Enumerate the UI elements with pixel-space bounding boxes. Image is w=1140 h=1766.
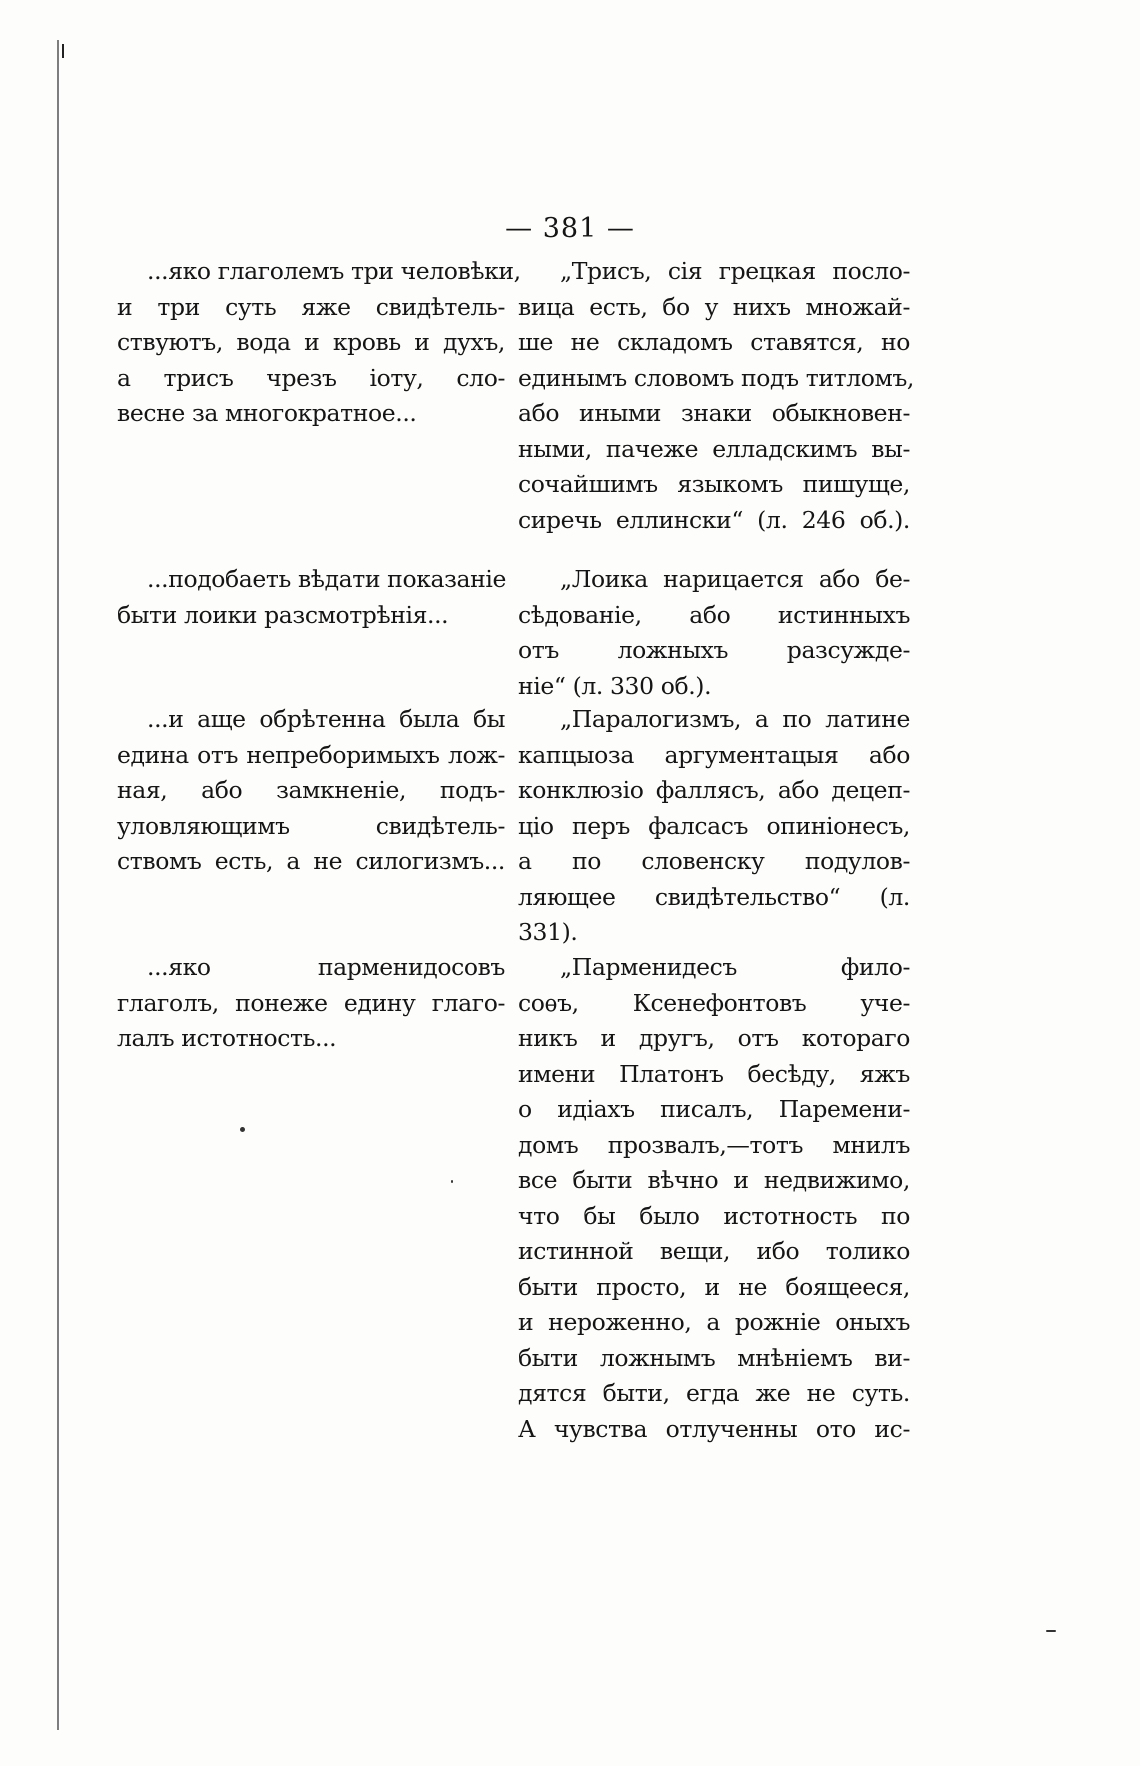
left-quote-3 [117,702,505,880]
scan-speck [1046,1630,1056,1632]
text-line: отъ ложныхъ разсужде- [518,636,910,664]
text-line: что бы было истотность по [518,1201,910,1230]
text-line: ...подобаеть вѣдати показаніе [147,565,507,593]
text-line: 331). [518,918,578,946]
text-line: ...и аще обрѣтенна была бы [147,705,505,733]
right-commentary-4 [518,950,910,1447]
text-line: быти ложнымъ мнѣніемъ ви- [518,1343,910,1372]
text-line: вица есть, бо у нихъ множай- [518,292,910,321]
text-line: сѣдованіе, або истинныхъ [518,600,910,629]
text-line: або иными знаки обыкновен- [518,399,910,427]
text-line: ше не складомъ ставятся, но [518,328,910,356]
text-line: быти просто, и не боящееся, [518,1272,910,1301]
page-edge-line [57,40,59,1730]
scan-speck [240,1127,245,1132]
text-line: а по словенску подулов- [518,847,910,875]
text-line: капцыоза аргументацыя або [518,740,910,769]
text-line: ствуютъ, вода и кровь и духъ, [117,328,505,356]
page-edge-mark [62,44,64,58]
scan-speck [451,1180,453,1183]
text-line: А чувства отлученны ото ис- [518,1414,910,1443]
right-commentary-1 [518,254,914,538]
text-line: ніе“ (л. 330 об.). [518,671,712,700]
text-line: о идіахъ писалъ, Паремени- [518,1095,910,1123]
text-line: и нероженно, а рожніе оныхъ [518,1308,910,1336]
text-line: едина отъ непреборимыхъ лож- [117,740,505,769]
text-line: лалъ истотность... [117,1024,337,1052]
left-quote-4 [117,950,505,1057]
text-line: ная, або замкненіе, подъ- [117,776,505,804]
text-line: ными, пачеже елладскимъ вы- [518,434,910,463]
text-line: „Трисъ, сія грецкая посло- [560,257,910,285]
text-line: ...яко глаголемъ три человѣки, [147,257,521,285]
text-line: быти лоики разсмотрѣнія... [117,600,449,629]
text-line: соѳъ, Ксенефонтовъ уче- [518,988,910,1017]
text-line: никъ и другъ, отъ котораго [518,1024,910,1052]
left-quote-1 [117,254,521,432]
text-line: ляющее свидѣтельство“ (л. [518,882,910,911]
text-line: сиречь еллински“ (л. 246 об.). [518,505,910,534]
text-line: единымъ словомъ подъ титломъ, [518,363,914,392]
left-quote-2 [117,562,505,633]
text-line: „Парменидесъ фило- [560,953,910,981]
text-line: и три суть яже свидѣтель- [117,292,505,321]
right-commentary-3 [518,702,910,951]
text-line: ціо перъ фалсасъ опиніонесъ, [518,811,910,840]
text-line: весне за многократное... [117,399,417,427]
text-line: ...яко парменидосовъ [147,953,505,981]
page-number: — 381 — [505,213,635,244]
text-line: конклюзіо фаллясъ, або децеп- [518,776,910,804]
text-line: сочайшимъ языкомъ пишуще, [518,470,910,498]
text-line: ствомъ есть, а не силогизмъ... [117,847,505,875]
text-line: домъ прозвалъ,—тотъ мнилъ [518,1130,910,1159]
text-line: „Лоика нарицается або бе- [560,565,910,593]
text-line: все быти вѣчно и недвижимо, [518,1166,910,1194]
text-line: а трисъ чрезъ іоту, сло- [117,363,505,392]
text-line: уловляющимъ свидѣтель- [117,811,505,840]
text-line: дятся быти, егда же не суть. [518,1379,910,1407]
text-line: глаголъ, понеже едину глаго- [117,988,505,1017]
text-line: „Паралогизмъ, а по латине [560,705,910,733]
text-line: истинной вещи, ибо толико [518,1237,910,1265]
text-line: имени Платонъ бесѣду, яжъ [518,1059,910,1088]
right-commentary-2 [518,562,910,704]
